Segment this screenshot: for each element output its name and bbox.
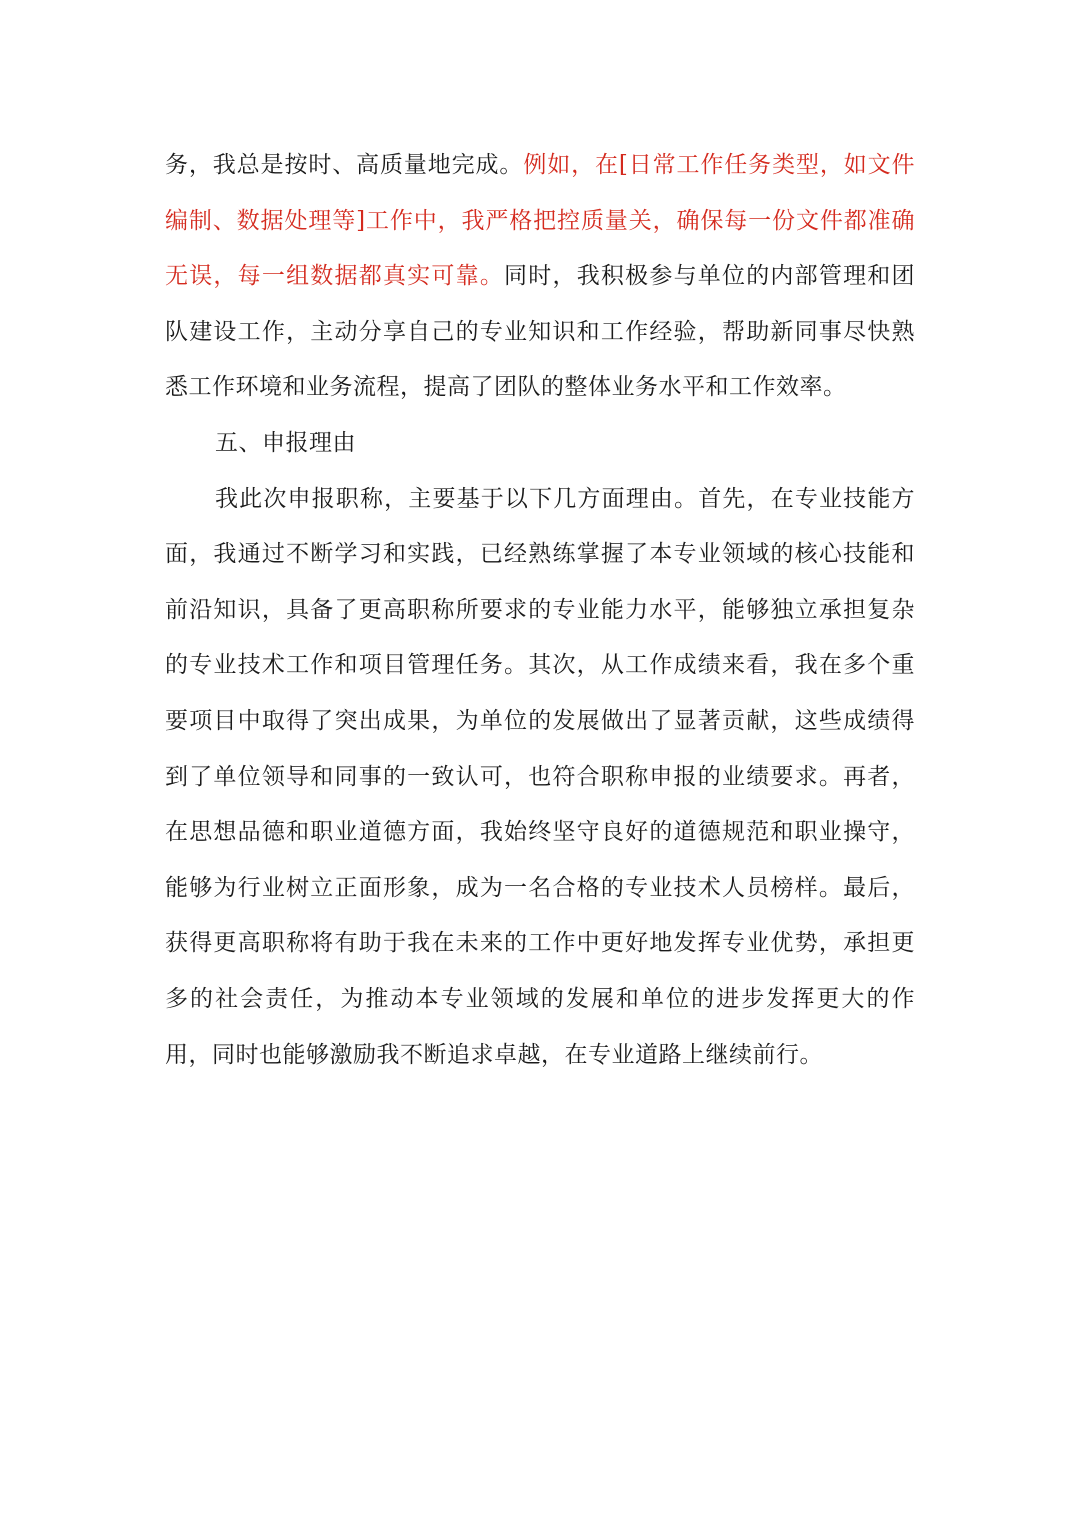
paragraph-text: 同时，我积极参与单位的内部管理和团队建设工作，主动分享自己的专业知识和工作经验，帮助新同事尽快熟悉工作环境和业务流程，提高了团队的整体业务水平和工作效率。 <box>165 263 916 401</box>
section-body: 我此次申报职称，主要基于以下几方面理由。首先，在专业技能方面，我通过不断学习和实践，已经熟练掌握了本专业领域的核心技能和前沿知识，具备了更高职称所要求的专业能力水平，能够独立承担复杂的专业技术工作和项目管理任务。其次，从工作成绩来看，我在多个重要项目中取得了突出成果，为单位的发展做出了显著贡献，这些成绩得到了单位领导和同事的一致认可，也符合职称申报的业绩要求。再者，在思想品德和职业道德方面，我始终坚守良好的道德规范和职业操守，能够为行业树立正面形象，成为一名合格的专业技术人员榜样。最后，获得更高职称将有助于我在未来的工作中更好地发挥专业优势，承担更多的社会责任，为推动本专业领域的发展和单位的进步发挥更大的作用，同时也能够激励我不断追求卓越，在专业道路上继续前行。 <box>165 485 915 1068</box>
section-heading: 五、申报理由 <box>215 429 356 456</box>
paragraph-text: 务，我总是按时、高质量地完成。 <box>165 152 524 178</box>
paragraph-continuation <box>165 138 915 416</box>
highlighted-example-text: 例如，在[日常工作任务类型，如文件编制、数据处理等]工作中，我严格把控质量关，确保每一份文件都准确无误，每一组数据都真实可靠。 <box>165 152 916 290</box>
document-body <box>165 138 915 1083</box>
